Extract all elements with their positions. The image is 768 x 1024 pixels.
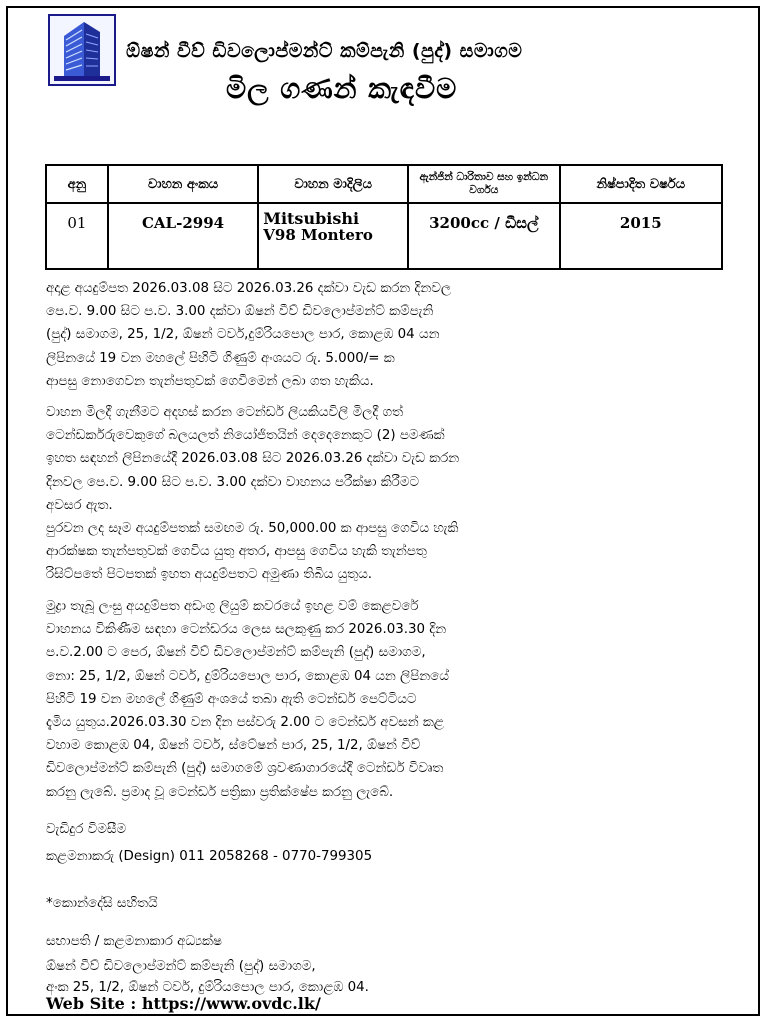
footer-signatory: සභාපති / කළමනාකාර අධ්‍යක්ෂ	[46, 934, 222, 949]
col-header-year: නිෂ්පාදිත වර්ෂය	[560, 165, 722, 203]
text-line: වහාම කොළඹ 04, ඕෂන් ටවර්, ස්ටේෂන් පාර, 25, 1/2, ඕෂන් වීව්	[46, 738, 421, 754]
cell-no: 01	[46, 203, 108, 269]
text-line: ඉහත සඳහන් ලිපිනයේදී 2026.03.08 සිට 2026.03.26 දක්වා වැඩ කරන	[46, 451, 460, 467]
cell-engine: 3200cc / ඩීසල්	[408, 203, 560, 269]
col-header-model: වාහන මාදිලිය	[258, 165, 408, 203]
company-name: ඕෂන් වීව් ඩිවලොප්මන්ට් කම්පැනි (පුද්) සමාගම	[126, 40, 523, 62]
text-line: කරනු ලැබේ. ප්‍රමාද වූ ටෙන්ඩර් පත්‍රිකා ප්‍රතික්ෂේප කරනු ලැබේ.	[46, 784, 394, 800]
contact-heading: වැඩිදුර විමසීම	[46, 822, 127, 837]
text-line: අදාළ අයදුම්පත 2026.03.08 සිට 2026.03.26 දක්වා වැඩ කරන දිනවල	[46, 281, 452, 296]
company-logo	[48, 14, 116, 86]
table-row	[46, 203, 722, 269]
footer-company: ඕෂන් වීව් ඩිවලොප්මන්ට් කම්පැනි (පුද්) සමාගම,	[46, 959, 316, 974]
paragraph-application	[46, 277, 736, 393]
text-line: පුරවන ලද සෑම අයදුම්පතක් සමඟම රු. 50,000.00 ක ආපසු ගෙවිය හැකි	[46, 521, 459, 537]
text-line: (පුද්) සමාගම, 25, 1/2, ඕෂන් ටවර්,දුම්රියපොල පාර, කොළඹ 04 යන	[46, 327, 440, 343]
text-line: ටෙන්ඩර්කරුවෙකුගේ බලයලත් නියෝජිතයින් දෙදෙනෙකුට (2) පමණක්	[46, 428, 445, 444]
text-line: පිහිටි 19 වන මහලේ ගිණුම් අංශයේ තබා ඇති ටෙන්ඩර් පෙට්ටියට	[46, 691, 417, 707]
col-header-reg: වාහන අංකය	[108, 165, 258, 203]
text-line: ප.ව.2.00 ට පෙර, ඕෂන් වීව් ඩිවලොප්මන්ට් කම්පැනි (පුද්) සමාගම,	[46, 645, 426, 661]
col-header-no: අනු	[46, 165, 108, 203]
text-line: අවසර ඇත.	[46, 497, 113, 513]
col-header-engine: ඇන්ජින් ධාරිතාව සහ ඉන්ධන වර්ගය	[408, 165, 560, 203]
text-line: නො: 25, 1/2, ඕෂන් ටවර්, දුම්රියපොල පාර, කොළඹ 04 යන ලිපිනයේ	[46, 668, 449, 684]
model-make: Mitsubishi	[263, 209, 360, 228]
text-line: රිසිට්පතේ පිටපතක් ඉහත අයදුම්පතට අමුණා තිබිය යුතුය.	[46, 567, 373, 583]
text-line: වාහනය විකිණීම සඳහා ටෙන්ඩරය ලෙස සලකුණු කර 2026.03.30 දින	[46, 622, 447, 638]
website-link[interactable]: Web Site : https://www.ovdc.lk/	[46, 994, 321, 1013]
text-line: පෙ.ව. 9.00 සිට ප.ව. 3.00 දක්වා ඕෂන් වීව් ඩිවලොප්මන්ට් කම්පැනි	[46, 304, 434, 320]
text-line: වාහන මිලදී ගැනීමට අදහස් කරන ටෙන්ඩර් ලියකියවිලි මිලදී ගත්	[46, 405, 403, 420]
paragraph-inspection	[46, 401, 736, 587]
table-header-row	[46, 165, 722, 203]
cell-reg: CAL-2994	[108, 203, 258, 269]
contact-line: කළමනාකරු (Design) 011 2058268 - 0770-799305	[46, 849, 373, 864]
model-variant: V98 Montero	[263, 226, 373, 244]
text-line: ඩිවලොප්මන්ට් කම්පැනි (පුද්) සමාගමේ ශ්‍රවණාගාරයේදී ටෙන්ඩර් විවෘත	[46, 761, 444, 777]
text-line: දැමිය යුතුය.2026.03.30 වන දින පස්වරු 2.00 ට ටෙන්ඩර් අවසන් කළ	[46, 715, 444, 731]
cell-model	[258, 203, 408, 269]
page-title: මිල ගණන් කැඳවීම	[226, 72, 458, 105]
vehicle-table	[45, 164, 723, 270]
text-line: ආපසු නොගෙවන තැන්පතුවක් ගෙවීමෙන් ලබා ගත හැකිය.	[46, 373, 374, 389]
text-line: ලිපිනයේ 19 වන මහලේ පිහිටි ගිණුම් අංශයට රු. 5.000/= ක	[46, 350, 395, 366]
paragraph-submission	[46, 595, 736, 804]
text-line: මුද්‍රා තැබූ ලංසු අයදුම්පත අඩංගු ලියුම් කවරයේ ඉහළ වම් කෙළවරේ	[46, 599, 419, 614]
conditions-note: *කොන්දේසි සහිතයි	[46, 896, 158, 911]
text-line: ආරක්ෂක තැන්පතුවක් ගෙවිය යුතු අතර, ආපසු ගෙවිය හැකි තැන්පතු	[46, 544, 427, 560]
footer-address: අංක 25, 1/2, ඕෂන් ටවර්, දුම්රියපොල පාර, කොළඹ 04.	[46, 980, 369, 995]
cell-year: 2015	[560, 203, 722, 269]
text-line: දිනවල පෙ.ව. 9.00 සිට ප.ව. 3.00 දක්වා වාහනය පරීක්ෂා කිරීමට	[46, 474, 420, 490]
